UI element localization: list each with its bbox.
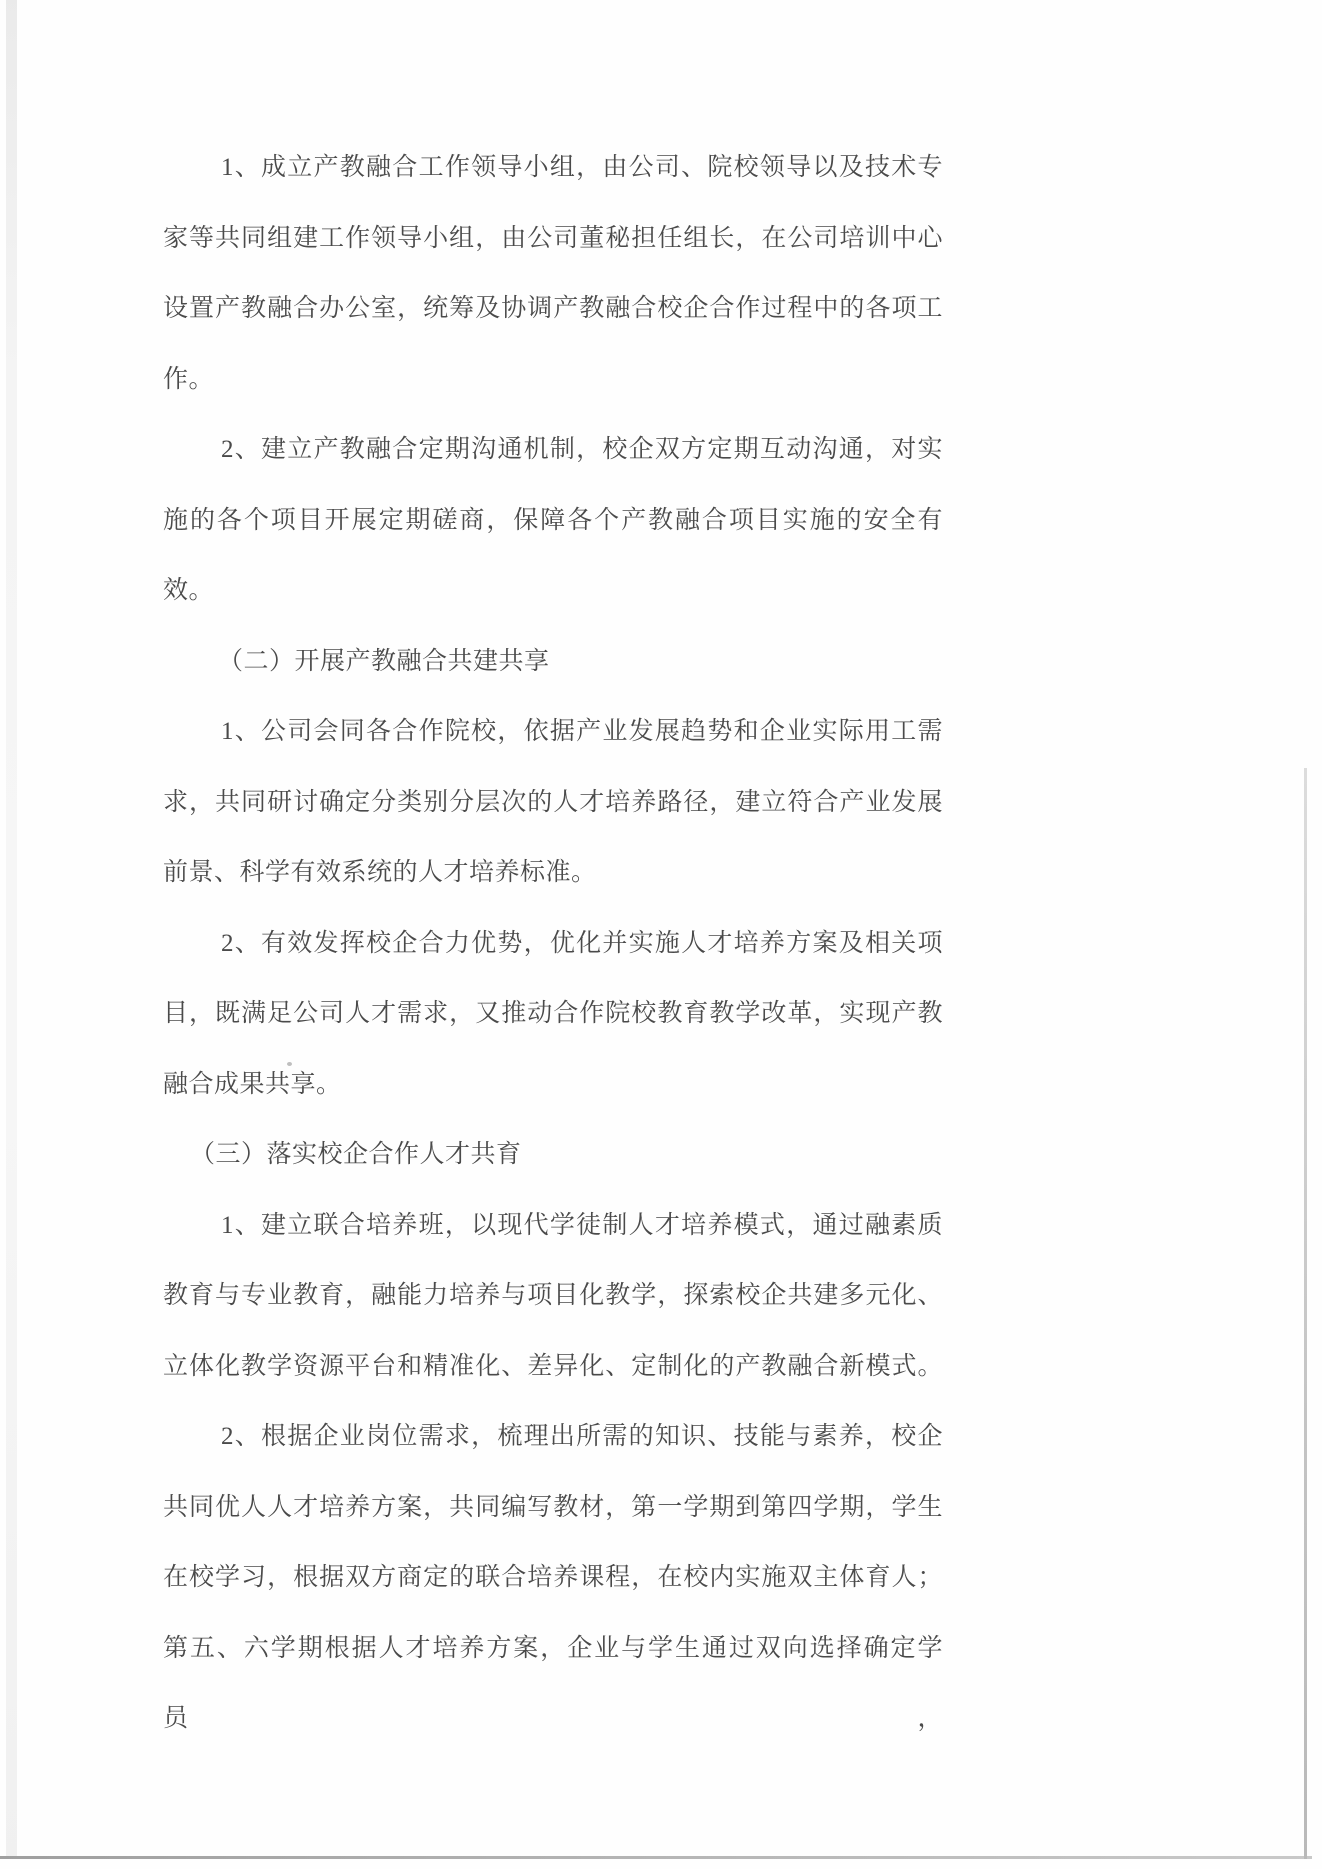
text-line: 作。 <box>163 365 215 393</box>
text-line: 前景、科学有效系统的人才培养标准。 <box>163 859 597 886</box>
text-line: 第五、六学期根据人才培养方案，企业与学生通过双向选择确定学员， <box>163 1634 943 1732</box>
text-line: 目，既满足公司人才需求，又推动合作院校教育教学改革，实现产教 <box>163 1000 943 1027</box>
text-line: （三）落实校企合作人才共育 <box>190 1141 522 1168</box>
text-line: 设置产教融合办公室，统筹及协调产教融合校企合作过程中的各项工 <box>163 295 943 322</box>
text-line: 2、根据企业岗位需求，梳理出所需的知识、技能与素养，校企 <box>221 1423 943 1450</box>
scan-edge-bottom-shadow <box>0 1856 1312 1859</box>
body-text-block <box>163 133 943 1732</box>
scan-edge-right-shadow <box>1304 768 1307 1859</box>
text-line: 教育与专业教育，融能力培养与项目化教学，探索校企共建多元化、 <box>163 1282 943 1309</box>
text-line: （二）开展产教融合共建共享 <box>218 647 550 675</box>
text-line: 立体化教学资源平台和精准化、差异化、定制化的产教融合新模式。 <box>163 1352 943 1380</box>
text-line: 1、建立联合培养班，以现代学徒制人才培养模式，通过融素质 <box>221 1211 943 1239</box>
text-line: 1、成立产教融合工作领导小组，由公司、院校领导以及技术专 <box>221 154 943 181</box>
text-line: 在校学习，根据双方商定的联合培养课程，在校内实施双主体育人； <box>163 1564 943 1591</box>
text-line: 效。 <box>163 577 215 604</box>
text-line: 求，共同研讨确定分类别分层次的人才培养路径，建立符合产业发展 <box>163 788 943 816</box>
scan-edge-left-shadow <box>6 0 17 1858</box>
text-line: 施的各个项目开展定期磋商，保障各个产教融合项目实施的安全有 <box>163 506 943 534</box>
text-line: 2、建立产教融合定期沟通机制，校企双方定期互动沟通，对实 <box>221 436 943 463</box>
text-line: 家等共同组建工作领导小组，由公司董秘担任组长，在公司培训中心 <box>163 224 943 252</box>
text-line: 1、公司会同各合作院校，依据产业发展趋势和企业实际用工需 <box>221 718 943 745</box>
text-line: 融合成果共享。 <box>163 1070 342 1098</box>
text-line: 共同优人人才培养方案，共同编写教材，第一学期到第四学期，学生 <box>163 1493 943 1521</box>
text-line: 2、有效发挥校企合力优势，优化并实施人才培养方案及相关项 <box>221 929 943 957</box>
